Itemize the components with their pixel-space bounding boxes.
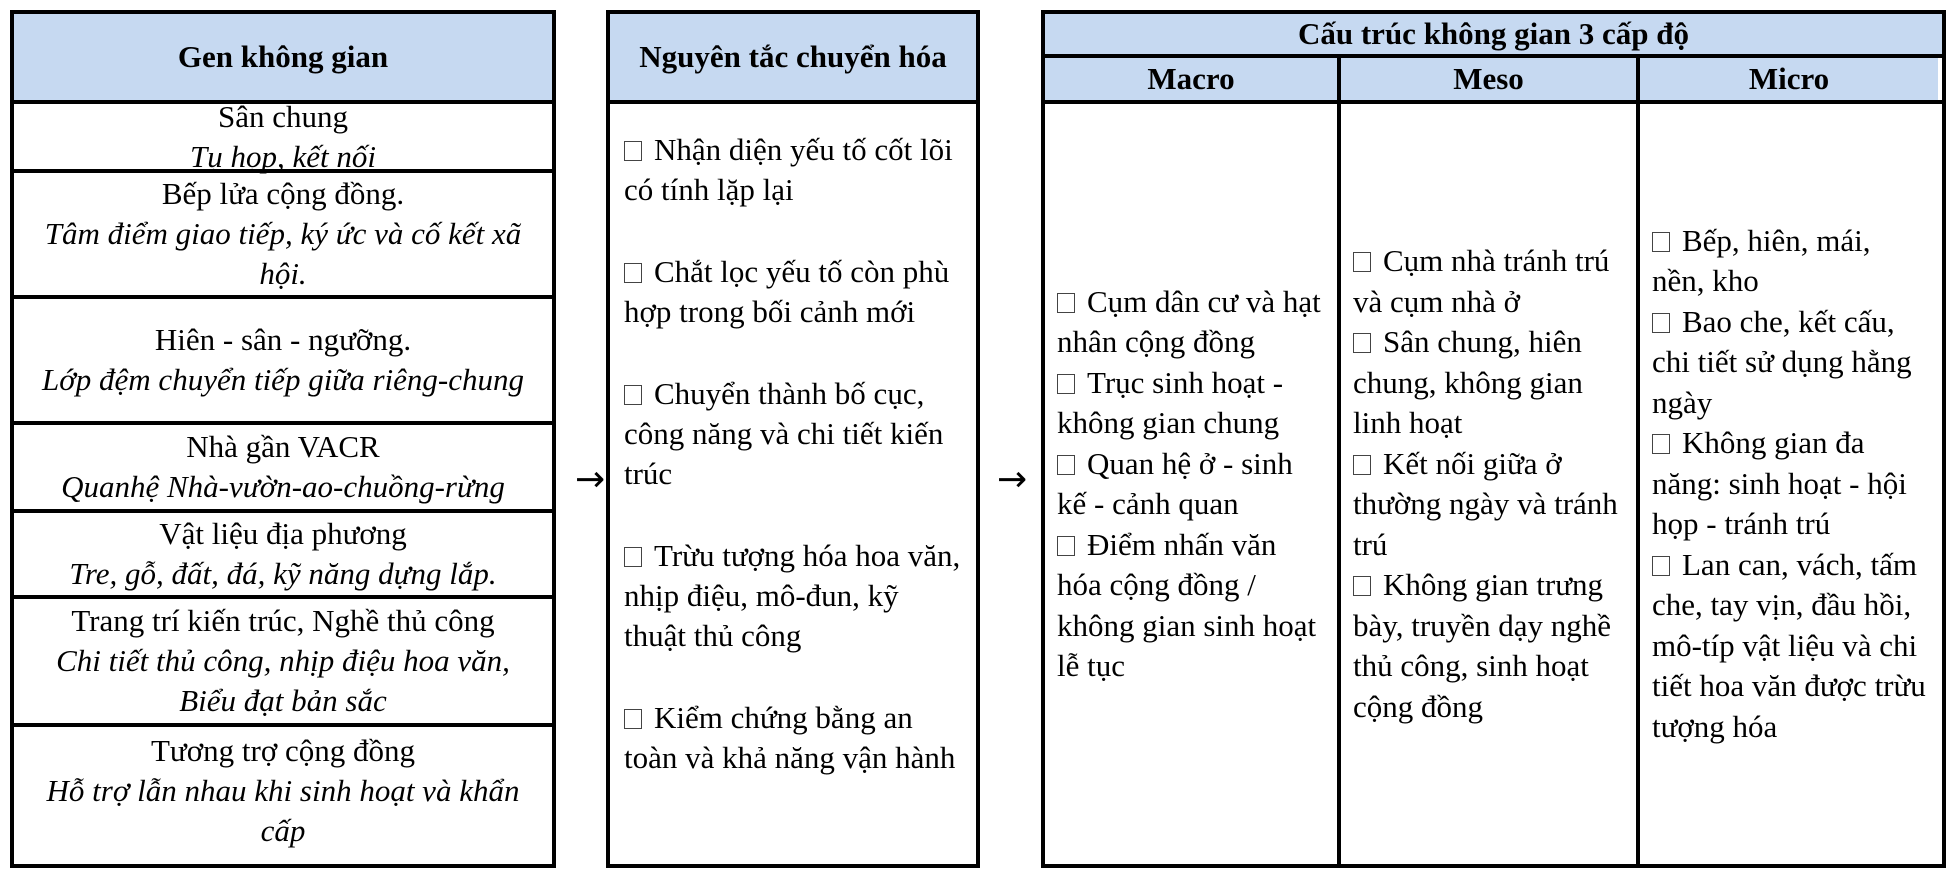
- gen-panel: [10, 10, 556, 868]
- gene-name: Hiên - sân - ngưỡng.: [154, 322, 412, 357]
- meso-item: Kết nối giữa ở thường ngày và tránh trú: [1353, 445, 1618, 562]
- level-header-row: [1045, 58, 1942, 104]
- checkbox-icon: [1652, 313, 1670, 333]
- checkbox-icon: [624, 263, 642, 283]
- gene-description: Hỗ trợ lẫn nhau khi sinh hoạt và khẩn cấp: [46, 772, 520, 848]
- checkbox-icon: [1057, 455, 1075, 475]
- macro-item: Cụm dân cư và hạt nhân cộng đồng: [1057, 283, 1321, 359]
- principle-item: Trừu tượng hóa hoa văn, nhịp điệu, mô-đun, kỹ thuật thủ công: [624, 538, 961, 653]
- meso-header: Meso: [1341, 58, 1640, 100]
- structure-panel-header: Cấu trúc không gian 3 cấp độ: [1045, 14, 1942, 58]
- checkbox-icon: [1353, 252, 1371, 272]
- gene-description: Tâm điểm giao tiếp, ký ức và cố kết xã hội.: [44, 216, 522, 291]
- principles-panel-header: Nguyên tắc chuyển hóa: [610, 14, 976, 104]
- gen-panel-header: Gen không gian: [14, 14, 552, 104]
- gene-description: Chi tiết thủ công, nhịp điệu hoa văn, Biểu đạt bản sắc: [56, 643, 510, 718]
- gene-name: Bếp lửa cộng đồng.: [161, 176, 405, 211]
- gene-description: Tre, gỗ, đất, đá, kỹ năng dựng lắp.: [69, 556, 497, 591]
- gene-name: Sân chung: [217, 98, 348, 134]
- gene-name: Trang trí kiến trúc, Nghề thủ công: [71, 603, 495, 638]
- gene-box-tuong-tro: [14, 727, 552, 854]
- checkbox-icon: [1353, 455, 1371, 475]
- checkbox-icon: [1652, 556, 1670, 576]
- checkbox-icon: [624, 141, 642, 161]
- gene-name: Nhà gần VACR: [186, 429, 380, 464]
- checkbox-icon: [1057, 536, 1075, 556]
- macro-item: Quan hệ ở - sinh kế - cảnh quan: [1057, 445, 1293, 521]
- micro-header: Micro: [1640, 58, 1938, 100]
- micro-item: Không gian đa năng: sinh hoạt - hội họp - tránh trú: [1652, 425, 1907, 542]
- checkbox-icon: [624, 385, 642, 405]
- principle-item: Chuyển thành bố cục, công năng và chi tiết kiến trúc: [624, 376, 944, 491]
- meso-column: [1341, 104, 1640, 864]
- principles-panel: [606, 10, 980, 868]
- checkbox-icon: [1652, 434, 1670, 454]
- gene-name: Tương trợ cộng đồng: [151, 732, 415, 768]
- macro-item: Trục sinh hoạt - không gian chung: [1057, 364, 1284, 440]
- gene-description: Quanhệ Nhà-vườn-ao-chuồng-rừng: [61, 469, 505, 504]
- gene-box-trang-tri: [14, 599, 552, 727]
- checkbox-icon: [1057, 293, 1075, 313]
- right-arrow-icon: →: [575, 459, 606, 500]
- macro-item: Điểm nhấn văn hóa cộng đồng / không gian sinh hoạt lễ tục: [1057, 526, 1317, 683]
- gene-box-hien-san-nguong: [14, 299, 552, 425]
- macro-header: Macro: [1045, 58, 1341, 100]
- level-columns: [1045, 104, 1942, 864]
- gene-description: Lớp đệm chuyển tiếp giữa riêng-chung: [42, 362, 524, 397]
- structure-panel: [1041, 10, 1946, 868]
- checkbox-icon: [1057, 374, 1075, 394]
- micro-item: Bao che, kết cấu, chi tiết sử dụng hằng ngày: [1652, 303, 1912, 420]
- checkbox-icon: [1353, 576, 1371, 596]
- gene-box-nha-gan-vacr: [14, 425, 552, 513]
- micro-column: [1640, 104, 1938, 864]
- principle-item: Chắt lọc yếu tố còn phù hợp trong bối cảnh mới: [624, 254, 950, 329]
- gene-box-bep-lua: [14, 173, 552, 299]
- checkbox-icon: [624, 709, 642, 729]
- micro-item: Lan can, vách, tấm che, tay vịn, đầu hồi, mô-típ vật liệu và chi tiết hoa văn được trừu tượng hóa: [1652, 546, 1926, 744]
- meso-item: Không gian trưng bày, truyền dạy nghề thủ công, sinh hoạt cộng đồng: [1353, 567, 1611, 724]
- right-arrow-icon: →: [997, 459, 1028, 500]
- meso-item: Cụm nhà tránh trú và cụm nhà ở: [1353, 243, 1610, 319]
- macro-column: [1045, 104, 1341, 864]
- checkbox-icon: [624, 547, 642, 567]
- gene-description: Tụ họp, kết nối: [190, 138, 376, 174]
- gene-name: Vật liệu địa phương: [159, 516, 407, 551]
- principles-list: [610, 104, 976, 778]
- micro-item: Bếp, hiên, mái, nền, kho: [1652, 222, 1871, 299]
- gene-box-san-chung: [14, 98, 552, 174]
- checkbox-icon: [1652, 232, 1670, 252]
- gene-box-vat-lieu: [14, 513, 552, 599]
- principle-item: Nhận diện yếu tố cốt lõi có tính lặp lại: [624, 132, 953, 207]
- principle-item: Kiểm chứng bằng an toàn và khả năng vận hành: [624, 700, 956, 775]
- meso-item: Sân chung, hiên chung, không gian linh hoạt: [1353, 324, 1583, 440]
- checkbox-icon: [1353, 333, 1371, 353]
